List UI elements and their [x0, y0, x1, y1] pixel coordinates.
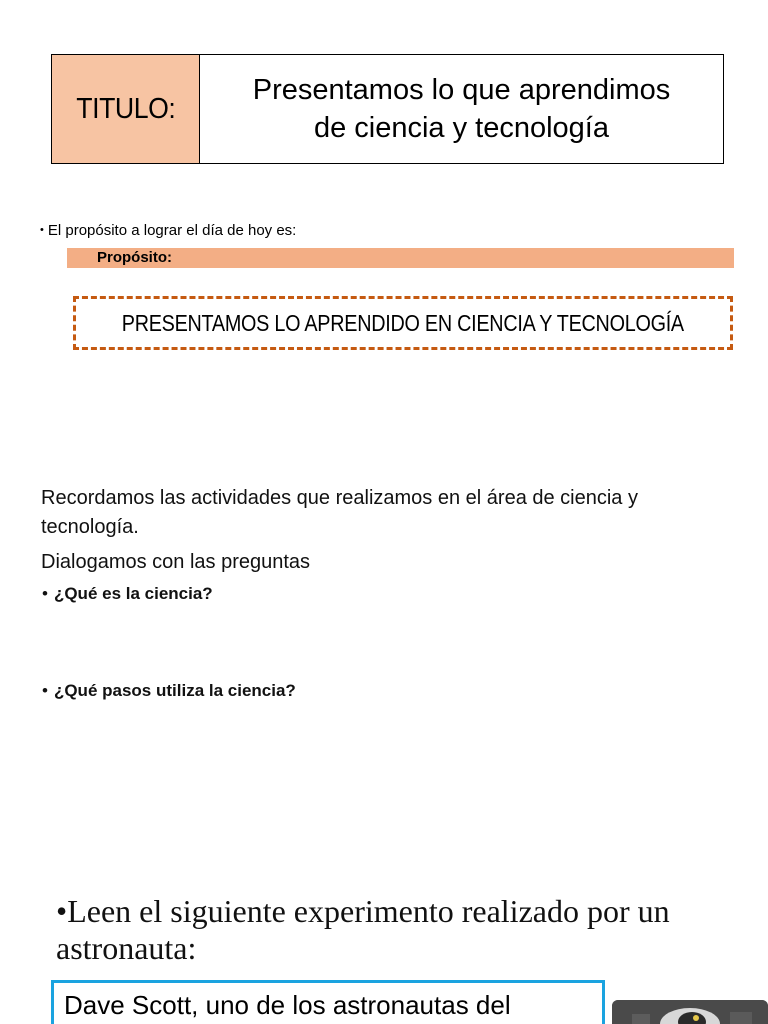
purpose-statement: PRESENTAMOS LO APRENDIDO EN CIENCIA Y TECNOLOGÍA	[121, 309, 685, 336]
purpose-intro	[40, 222, 296, 239]
story-box	[51, 980, 605, 1024]
story-text: Dave Scott, uno de los astronautas del	[64, 990, 511, 1020]
purpose-statement-box	[73, 296, 733, 350]
title-table	[51, 54, 724, 164]
bullet-icon: •	[40, 224, 44, 236]
purpose-bar-label: Propósito:	[97, 249, 172, 266]
question-item	[42, 681, 296, 701]
bullet-icon: •	[42, 681, 48, 700]
activities-paragraph: Recordamos las actividades que realizamos en el área de ciencia y tecnología.	[41, 487, 638, 538]
title-line-1: Presentamos lo que aprendimos	[252, 74, 671, 106]
bullet-icon: •	[42, 584, 48, 603]
reading-instruction: •Leen el siguiente experimento realizado por un astronauta:	[56, 893, 670, 966]
page-title	[253, 71, 671, 147]
title-text-cell	[200, 55, 723, 163]
purpose-intro-text: El propósito a lograr el día de hoy es:	[47, 222, 297, 239]
dialogue-paragraph: Dialogamos con las preguntas	[41, 551, 311, 573]
question-text: ¿Qué es la ciencia?	[53, 584, 213, 603]
purpose-bar	[67, 248, 734, 268]
title-label: TITULO:	[75, 92, 176, 125]
astronaut-photo	[612, 1000, 768, 1024]
title-label-cell	[52, 55, 200, 163]
question-text: ¿Qué pasos utiliza la ciencia?	[53, 681, 296, 700]
question-item	[42, 584, 213, 604]
title-line-2: de ciencia y tecnología	[313, 112, 609, 144]
astronaut-icon	[612, 1000, 768, 1024]
